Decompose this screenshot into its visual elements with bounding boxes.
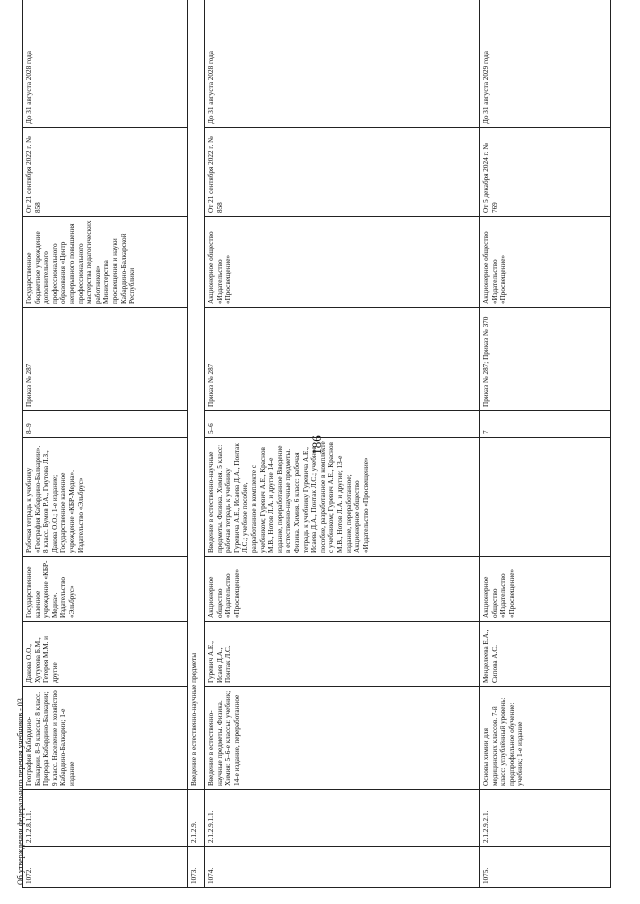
approval-date: От 5 декабря 2024 г. № 769 xyxy=(480,128,611,217)
supplementary-materials: Введение в естественно-научные предметы. Физика. Химия. 5 класс: рабочая тетрадь к учебнику Гуревича А.Е., Исаева Д.А., Понтак Л.С.; учебное пособие, разработанное в комплекте с учебником; Гуревич А.Е., Краснов М.В., Нотов Л.А. и другие 14-е издание, переработанное Введение в естественно-научные предметы. Физика. Химия. 6 класс: рабочая тетрадь к учебнику Гуревича А.Е., Исаева Д.А., Понтак Л.С.; учебное пособие, разработанное в комплекте с учебником; Гуревич А.Е., Краснов М.В., Нотов Л.А. и другие; 13-е издание, переработанное; Акционерное общество «Издательство «Просвещение» xyxy=(205,438,480,557)
textbook-title: Введение в естественно-научные предметы. Физика. Химия: 5–6-е классы: учебник; 14-е издание, переработанное xyxy=(205,687,480,790)
grade: 8–9 xyxy=(23,411,188,438)
expert-organization: Акционерное общество «Издательство «Просвещение» xyxy=(480,217,611,308)
footer-note: Об утверждении федерального перечня учебников - 03 xyxy=(16,698,25,885)
row-number: 1074. xyxy=(205,847,480,888)
table-row xyxy=(23,0,188,888)
table-row xyxy=(480,0,611,888)
row-code: 2.1.2.9.1.1. xyxy=(205,790,480,847)
order-reference: Приказ № 287; Приказ № 370 xyxy=(480,308,611,411)
grade: 5–6 xyxy=(205,411,480,438)
order-reference: Приказ № 287 xyxy=(23,308,188,411)
row-number: 1073. xyxy=(188,847,205,888)
valid-until: До 31 августа 2029 года xyxy=(480,0,611,128)
textbook-list-table xyxy=(22,36,622,888)
section-row xyxy=(188,0,205,888)
authors: Дакова О.О., Хутуеова Б.М., Гетерея М.М. и другие xyxy=(23,622,188,687)
publisher: Акционерное общество «Издательство «Просвещение» xyxy=(205,557,480,622)
authors: Менделеева Е.А., Сипова А.С. xyxy=(480,622,611,687)
order-reference: Приказ № 287 xyxy=(205,308,480,411)
row-code: 2.1.2.9.2.1. xyxy=(480,790,611,847)
approval-date: От 21 сентября 2022 г. № 858 xyxy=(23,128,188,217)
publisher: Государственное казенное учреждение «КБР-Медиа». Издательство «Эльбрус» xyxy=(23,557,188,622)
expert-organization: Государственное бюджетное учреждение дополнительного профессионального образования «Центр непрерывного повышения профессионального мастерства педагогических работников» Министерства просвещения и науки Кабардино-Балкарской Республики xyxy=(23,217,188,308)
textbook-title: География Кабардино-Балкарии. 8–9 классы: 8 класс. Природа Кабардино-Балкарии; 9 класс. Население и хозяйство Кабардино-Балкарии; 1-е издание xyxy=(23,687,188,790)
approval-date: От 21 сентября 2022 г. № 858 xyxy=(205,128,480,217)
table-row xyxy=(205,0,480,888)
grade: 7 xyxy=(480,411,611,438)
supplementary-materials: Рабочая тетрадь к учебнику «География Кабардино-Балкарии». 8 класс. Бумов Р.А., Гмутова Л.З., Дакова О.О.; 1-е издание; Государственное казенное учреждение «КБР-Медиа». Издательство «Эльбрус» xyxy=(23,438,188,557)
publisher: Акционерное общество «Издательство «Просвещение» xyxy=(480,557,611,622)
authors: Гуревич А.Е., Исаев Д.А., Понтак Л.С. xyxy=(205,622,480,687)
valid-until: До 31 августа 2028 года xyxy=(23,0,188,128)
row-code: 2.1.2.8.1.1. xyxy=(23,790,188,847)
section-title: Введение в естественно-научные предметы xyxy=(188,0,205,790)
page-number: 186 xyxy=(308,435,324,455)
valid-until: До 31 августа 2028 года xyxy=(205,0,480,128)
row-number: 1072. xyxy=(23,847,188,888)
expert-organization: Акционерное общество «Издательство «Просвещение» xyxy=(205,217,480,308)
textbook-title: Основы химии для медицинских классов. 7-й класс: углублённый уровень: предпрофильное обучение: учебник; 1-е издание xyxy=(480,687,611,790)
row-number: 1075. xyxy=(480,847,611,888)
supplementary-materials xyxy=(480,438,611,557)
row-code: 2.1.2.9. xyxy=(188,790,205,847)
